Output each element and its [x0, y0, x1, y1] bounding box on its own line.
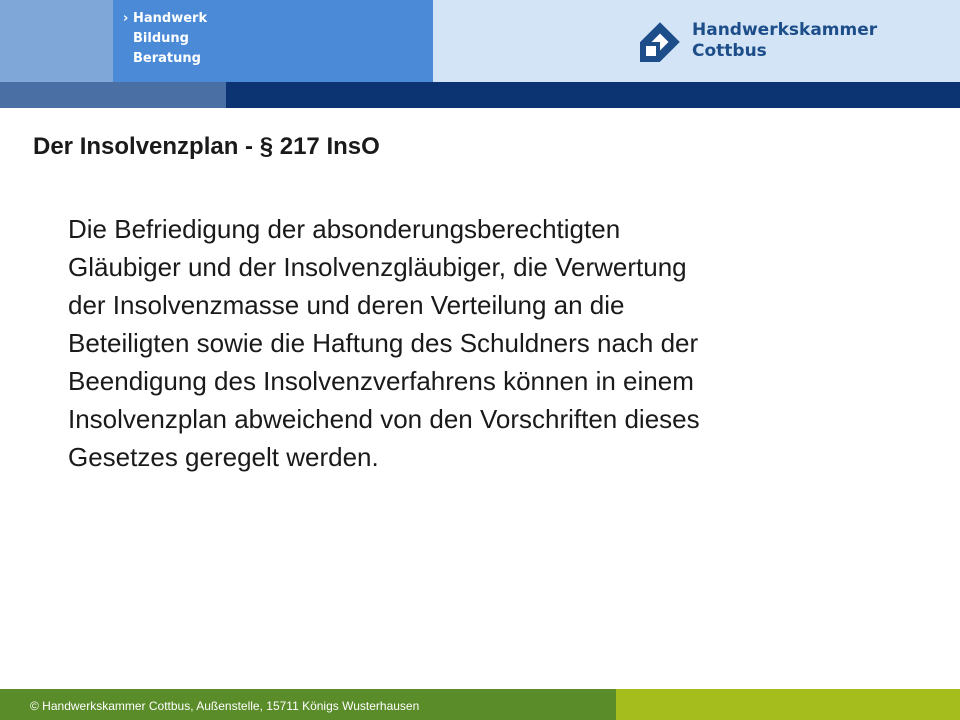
hwk-logo-icon	[640, 22, 680, 62]
chevron-right-icon: ›	[123, 11, 129, 26]
footer-copyright: © Handwerkskammer Cottbus, Außenstelle, 15711 Königs Wusterhausen	[30, 699, 420, 713]
nav-item-bildung[interactable]	[123, 29, 207, 49]
body-line: Beteiligten sowie die Haftung des Schuldners nach der	[68, 328, 699, 358]
body-line: Gesetzes geregelt werden.	[68, 442, 379, 472]
nav-item-beratung[interactable]	[123, 49, 207, 69]
nav-item-label: Beratung	[133, 51, 201, 66]
header-band-dark	[226, 82, 960, 108]
slide-body	[68, 210, 868, 476]
footer-accent-bar	[616, 689, 960, 720]
hwk-logo-text	[692, 20, 877, 62]
body-line: Beendigung des Insolvenzverfahrens können in einem	[68, 366, 694, 396]
slide-title: Der Insolvenzplan - § 217 InsO	[33, 133, 380, 160]
header-band-light	[0, 82, 226, 108]
body-line: der Insolvenzmasse und deren Verteilung an die	[68, 290, 625, 320]
nav-item-label: Handwerk	[133, 11, 208, 26]
hwk-logo	[640, 18, 900, 68]
body-line: Gläubiger und der Insolvenzgläubiger, die Verwertung	[68, 252, 687, 282]
header-nav	[123, 9, 207, 69]
body-line: Insolvenzplan abweichend von den Vorschriften dieses	[68, 404, 700, 434]
header-left-panel	[0, 0, 113, 82]
nav-item-label: Bildung	[133, 31, 189, 46]
body-line: Die Befriedigung der absonderungsberechtigten	[68, 214, 621, 244]
logo-line2: Cottbus	[692, 41, 767, 61]
logo-line1: Handwerkskammer	[692, 20, 878, 40]
nav-item-handwerk[interactable]	[123, 9, 207, 29]
